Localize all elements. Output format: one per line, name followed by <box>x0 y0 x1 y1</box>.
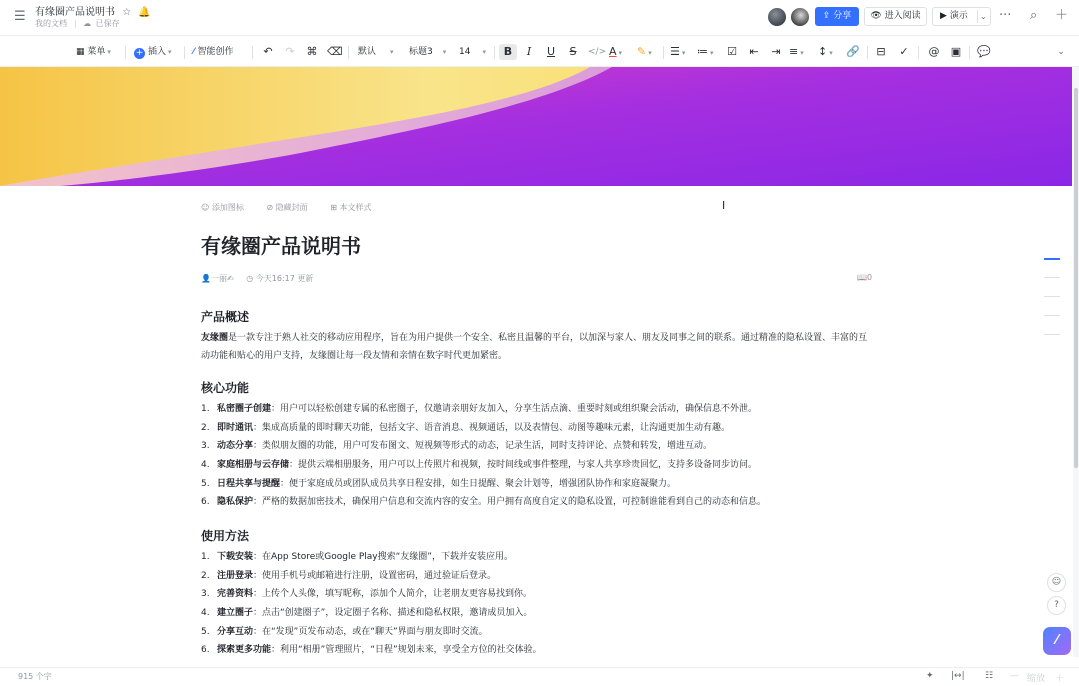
indent-icon[interactable]: ⇥ <box>771 45 781 58</box>
eye-icon: 👁 <box>870 11 882 21</box>
list-item[interactable] <box>201 548 874 567</box>
code-icon[interactable]: </> <box>588 47 607 57</box>
list-number: 4. <box>201 460 210 471</box>
divider <box>494 46 495 59</box>
bell-icon[interactable]: 🔔 <box>138 7 151 18</box>
list-number: 6. <box>201 645 210 656</box>
help-icon[interactable]: ? <box>1047 596 1066 615</box>
list-item[interactable] <box>201 641 874 660</box>
list-keyword: 即时通讯 <box>217 422 254 433</box>
updated-time <box>246 274 313 283</box>
author[interactable] <box>201 274 234 283</box>
list-item[interactable] <box>201 567 874 586</box>
list-text: ：集成高质量的即时聊天功能，包括文字、语音消息、视频通话，以及表情包、动图等趣味元素，让沟通更加生动有趣。 <box>253 422 731 433</box>
list-number: 4. <box>201 608 210 619</box>
doc-style-button[interactable]: ⊞ 本文样式 <box>330 203 372 212</box>
divider <box>75 20 76 28</box>
list-number: 6. <box>201 497 210 508</box>
clear-format-icon[interactable]: ⌫ <box>327 45 343 58</box>
find-replace-icon[interactable]: ⊟ <box>876 45 886 58</box>
list-text: ：提供云端相册服务，用户可以上传照片和视频，按时间线或事件整理，与家人共享珍贵回忆，支持多设备同步访问。 <box>289 460 758 471</box>
highlight-icon[interactable]: ✎ ▾ <box>637 45 652 58</box>
list-text: ：在“发现”页发布动态，或在“聊天”界面与朋友即时交流。 <box>253 626 488 637</box>
list-keyword: 分享互动 <box>217 626 254 637</box>
strikethrough-icon[interactable]: S <box>569 45 577 58</box>
list-item[interactable] <box>201 493 874 512</box>
font-size-label: 14 <box>459 47 471 57</box>
search-icon[interactable]: ⌕ <box>1030 8 1038 23</box>
star-icon[interactable]: ☆ <box>122 7 132 18</box>
doc-header-actions <box>201 202 391 213</box>
numbered-list-icon[interactable]: ≔ ▾ <box>697 45 714 58</box>
line-spacing-icon[interactable]: ↕ ▾ <box>818 45 833 58</box>
divider <box>348 46 349 59</box>
share-label: 分享 <box>833 11 852 21</box>
list-text: ：便于家庭成员或团队成员共享日程安排，如生日提醒、聚会计划等，增强团队协作和家庭凝聚力。 <box>280 478 677 489</box>
section-heading-overview[interactable]: 产品概述 <box>201 310 250 324</box>
divider <box>977 10 978 23</box>
list-text: ：严格的数据加密技术，确保用户信息和交流内容的安全。用户拥有高度自定义的隐私设置，可控制谁能看到自己的动态和信息。 <box>253 497 767 508</box>
font-label: 默认 <box>358 47 377 57</box>
user-icon: 👤 <box>201 274 211 283</box>
cover-graphic <box>0 67 1072 186</box>
font-dropdown[interactable]: 默认 ▾ <box>358 47 394 57</box>
overview-text: 是一款专注于熟人社交的移动应用程序，旨在为用户提供一个安全、私密且温馨的平台，以加深与家人、朋友及同事之间的联系。通过精准的隐私设置、丰富的互动功能和贴心的用户支持，友缘圈让每一段友情和亲情在数字时代更加紧密。 <box>201 333 868 361</box>
list-keyword: 下载安装 <box>217 552 254 562</box>
list-item[interactable] <box>201 437 874 456</box>
author-name: 一丽✍ <box>210 274 234 283</box>
list-item[interactable] <box>201 419 874 438</box>
bold-icon[interactable]: B <box>499 44 517 60</box>
list-keyword: 完善资料 <box>217 589 254 600</box>
doc-location[interactable]: 我的文档 <box>35 19 67 28</box>
read-count-value: 0 <box>866 273 873 282</box>
insert-label: 插入 <box>148 47 167 57</box>
divider <box>125 46 126 59</box>
list-text: ：上传个人头像，填写昵称，添加个人简介，让老朋友更容易找到你。 <box>253 589 533 600</box>
page-title[interactable]: 有缘圈产品说明书 <box>201 234 361 258</box>
save-status: 已保存 <box>95 19 120 28</box>
grid-icon: ▦ <box>76 47 85 57</box>
top-bar <box>0 0 1079 36</box>
link-icon[interactable]: 🔗 <box>846 45 860 58</box>
list-keyword: 注册登录 <box>217 570 254 581</box>
outdent-icon[interactable]: ⇤ <box>749 45 759 58</box>
usage-list <box>201 548 874 660</box>
outline-menu-icon[interactable]: ☰ <box>14 9 26 24</box>
list-number: 2. <box>201 422 210 433</box>
align-icon[interactable]: ≡ ▾ <box>789 45 804 58</box>
zoom-in-icon[interactable]: ＋ <box>1055 674 1065 684</box>
cloud-icon: ☁ <box>83 19 92 28</box>
image-icon[interactable]: ▣ <box>950 45 962 58</box>
list-item[interactable] <box>201 456 874 475</box>
updated-label: 今天16:17 更新 <box>255 274 314 283</box>
italic-icon[interactable]: I <box>526 45 532 58</box>
comment-float-icon[interactable]: ☺ <box>1047 573 1066 592</box>
add-icon-label: 添加图标 <box>211 203 244 212</box>
zoom-label[interactable]: 缩放 <box>1027 674 1046 684</box>
outline-item[interactable] <box>1044 315 1060 316</box>
more-icon[interactable]: ··· <box>999 8 1012 23</box>
list-keyword: 探索更多功能 <box>217 645 272 656</box>
book-icon: 📖 <box>857 273 867 282</box>
list-item[interactable] <box>201 585 874 604</box>
format-toolbar <box>0 37 1079 67</box>
divider <box>918 46 919 59</box>
ai-create-label: 智能创作 <box>197 47 234 57</box>
redo-icon[interactable]: ↷ <box>285 45 295 58</box>
zoom-out-icon[interactable]: — <box>1010 671 1019 681</box>
list-number: 3. <box>201 589 210 600</box>
ai-toggle-icon[interactable]: ✦ <box>926 671 934 681</box>
outline-toggle-icon[interactable]: ☷ <box>985 671 994 681</box>
overview-paragraph[interactable] <box>201 329 874 365</box>
hide-cover-button[interactable]: ⊘ 隐藏封面 <box>266 203 308 212</box>
list-text: ：点击“创建圈子”，设定圈子名称、描述和隐私权限，邀请成员加入。 <box>253 608 533 619</box>
section-heading-usage[interactable]: 使用方法 <box>201 529 250 543</box>
overview-lead: 友缘圈 <box>201 333 229 343</box>
list-keyword: 私密圈子创建 <box>217 404 272 414</box>
present-main[interactable] <box>940 8 968 25</box>
list-keyword: 隐私保护 <box>217 497 254 508</box>
plus-icon: + <box>135 48 144 58</box>
add-icon-button[interactable]: ☺ 添加图标 <box>201 203 244 212</box>
list-text: ：在App Store或Google Play搜索“友缘圈”，下载并安装应用。 <box>253 552 513 562</box>
list-text: ：用户可以轻松创建专属的私密圈子，仅邀请亲朋好友加入，分享生活点滴、重要时刻或组织聚会活动，确保信息不外泄。 <box>271 404 758 414</box>
divider <box>969 46 970 59</box>
ai-create-button[interactable] <box>193 44 234 60</box>
list-text: ：利用“相册”管理照片，“日程”规划未来，享受全方位的社交体验。 <box>271 645 542 656</box>
list-text: ：类似朋友圈的功能，用户可发布图文、短视频等形式的动态，记录生活，同时支持评论、点赞和转发，增进互动。 <box>253 441 713 452</box>
outline-item[interactable] <box>1044 334 1060 335</box>
list-item[interactable] <box>201 604 874 623</box>
underline-icon[interactable]: U <box>546 45 556 58</box>
doc-meta <box>201 273 313 284</box>
doc-title-bar <box>35 3 151 18</box>
outline-item[interactable] <box>1044 296 1060 297</box>
list-number: 1. <box>201 552 210 562</box>
chevron-down-icon[interactable]: ⌄ <box>980 12 987 21</box>
list-keyword: 建立圈子 <box>217 608 254 619</box>
cover-image[interactable] <box>0 67 1072 186</box>
page-width-icon[interactable]: |↔| <box>951 671 965 681</box>
read-count[interactable] <box>857 273 872 282</box>
list-number: 5. <box>201 478 210 489</box>
list-keyword: 动态分享 <box>217 441 254 452</box>
list-number: 2. <box>201 570 210 581</box>
divider <box>252 46 253 59</box>
font-color-icon[interactable]: A ▾ <box>609 45 623 58</box>
share-icon: ⇪ <box>822 11 831 21</box>
outline-item[interactable] <box>1044 258 1060 260</box>
format-painter-icon[interactable]: ⌘ <box>306 45 318 58</box>
ai-assistant-icon[interactable]: ⁄ <box>1043 627 1071 655</box>
divider <box>663 46 664 59</box>
present-label: 演示 <box>949 11 968 21</box>
undo-icon[interactable]: ↶ <box>263 45 273 58</box>
heading-label: 标题3 <box>409 47 433 57</box>
divider <box>867 46 868 59</box>
section-heading-features[interactable]: 核心功能 <box>201 381 250 395</box>
spellcheck-icon[interactable]: ✓ <box>899 45 909 58</box>
menu-dropdown[interactable]: ▦ 菜单 ▾ <box>76 47 111 57</box>
menu-label: 菜单 <box>87 47 106 57</box>
divider <box>184 46 185 59</box>
avatar[interactable] <box>767 7 787 27</box>
text-cursor-icon: I <box>722 199 726 212</box>
status-bar <box>0 667 1079 686</box>
reading-mode-label: 进入阅读 <box>884 11 921 21</box>
ai-icon: ⁄ <box>193 47 195 57</box>
list-number: 1. <box>201 404 210 414</box>
list-item[interactable] <box>201 475 874 494</box>
hide-cover-label: 隐藏封面 <box>275 203 308 212</box>
list-text: ：使用手机号或邮箱进行注册，设置密码，通过验证后登录。 <box>253 570 497 581</box>
mention-icon[interactable]: @ <box>928 45 940 58</box>
present-button[interactable] <box>932 7 991 26</box>
bullet-list-icon[interactable]: ☰ ▾ <box>670 45 686 58</box>
list-number: 3. <box>201 441 210 452</box>
word-count: 915 个字 <box>18 672 52 681</box>
font-size-dropdown[interactable]: 14 ▾ <box>459 47 486 57</box>
clock-icon: ◷ <box>246 274 254 283</box>
heading-dropdown[interactable]: 标题3 ▾ <box>409 47 447 57</box>
scrollbar-thumb[interactable] <box>1074 88 1078 468</box>
doc-style-label: 本文样式 <box>339 203 372 212</box>
list-item[interactable] <box>201 623 874 642</box>
reading-mode-button[interactable] <box>864 7 927 26</box>
avatar[interactable] <box>790 7 810 27</box>
features-list <box>201 400 874 512</box>
insert-dropdown[interactable]: + 插入 ▾ <box>135 47 172 58</box>
comment-icon[interactable]: 💬 <box>977 45 991 58</box>
checkbox-icon[interactable]: ☑ <box>727 45 737 58</box>
doc-location-bar <box>35 18 120 29</box>
list-item[interactable] <box>201 400 874 419</box>
outline-item[interactable] <box>1044 277 1060 278</box>
list-keyword: 家庭相册与云存储 <box>217 460 290 471</box>
doc-name[interactable]: 有缘圈产品说明书 <box>35 7 115 18</box>
add-icon[interactable]: ＋ <box>1055 8 1069 23</box>
list-keyword: 日程共享与提醒 <box>217 478 281 489</box>
share-button[interactable] <box>815 7 859 26</box>
chevron-down-icon[interactable]: ⌄ <box>1057 47 1065 57</box>
play-icon: ▶ <box>940 11 947 21</box>
list-number: 5. <box>201 626 210 637</box>
